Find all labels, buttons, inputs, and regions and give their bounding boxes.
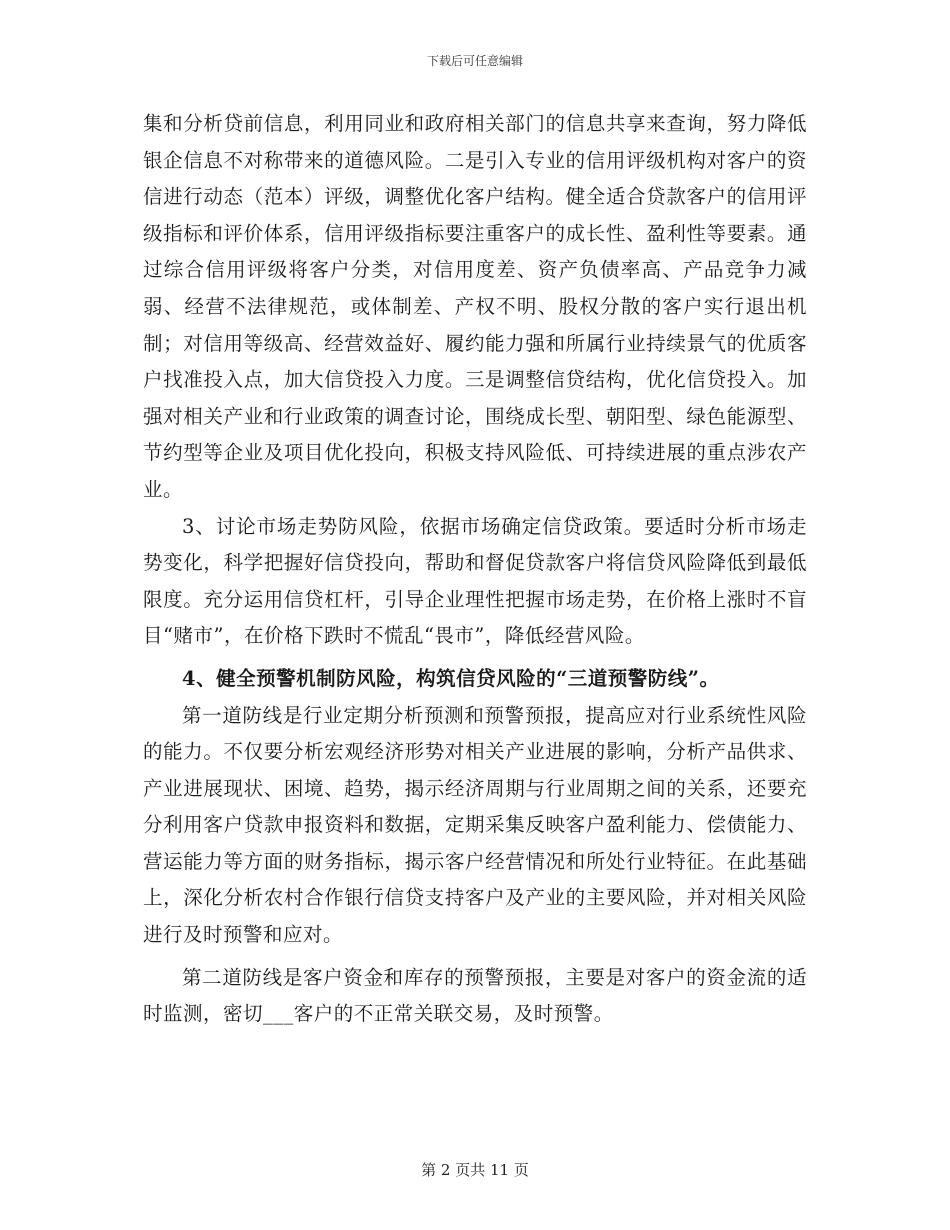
paragraph-second-defense-line: 第二道防线是客户资金和库存的预警预报，主要是对客户的资金流的适时监测，密切___客户的不正常关联交易，及时预警。 bbox=[143, 965, 807, 1026]
document-body bbox=[143, 106, 807, 1033]
paragraph-credit-rating: 集和分析贷前信息，利用同业和政府相关部门的信息共享来查询，努力降低银企信息不对称带来的道德风险。二是引入专业的信用评级机构对客户的资信进行动态（范本）评级，调整优化客户结构。健全适合贷款客户的信用评级指标和评价体系，信用评级指标要注重客户的成长性、盈利性等要素。通过综合信用评级将客户分类，对信用度差、资产负债率高、产品竞争力减弱、经营不法律规范，或体制差、产权不明、股权分散的客户实行退出机制；对信用等级高、经营效益好、履约能力强和所属行业持续景气的优质客户找准投入点，加大信贷投入力度。三是调整信贷结构，优化信贷投入。加强对相关产业和行业政策的调查讨论，围绕成长型、朝阳型、绿色能源型、节约型等企业及项目优化投向，积极支持风险低、可持续进展的重点涉农产业。 bbox=[143, 112, 807, 501]
paragraph-market-trend: 3、讨论市场走势防风险，依据市场确定信贷政策。要适时分析市场走势变化，科学把握好信贷投向，帮助和督促贷款客户将信贷风险降低到最低限度。充分运用信贷杠杆，引导企业理性把握市场走势，在价格上涨时不盲目“赌市”，在价格下跌时不慌乱“畏市”，降低经营风险。 bbox=[143, 514, 807, 648]
paragraph-first-defense-line: 第一道防线是行业定期分析预测和预警预报，提高应对行业系统性风险的能力。不仅要分析宏观经济形势对相关产业进展的影响，分析产品供求、产业进展现状、困境、趋势，揭示经济周期与行业周期之间的关系，还要充分利用客户贷款申报资料和数据，定期采集反映客户盈利能力、偿债能力、营运能力等方面的财务指标，揭示客户经营情况和所处行业特征。在此基础上，深化分析农村合作银行信贷支持客户及产业的主要风险，并对相关风险进行及时预警和应对。 bbox=[143, 703, 807, 947]
section-heading-warning-mechanism: 4、健全预警机制防风险，构筑信贷风险的“三道预警防线”。 bbox=[182, 666, 720, 690]
page-number-footer: 第 2 页共 11 页 bbox=[421, 1161, 529, 1179]
page-header-note: 下载后可任意编辑 bbox=[426, 54, 523, 68]
